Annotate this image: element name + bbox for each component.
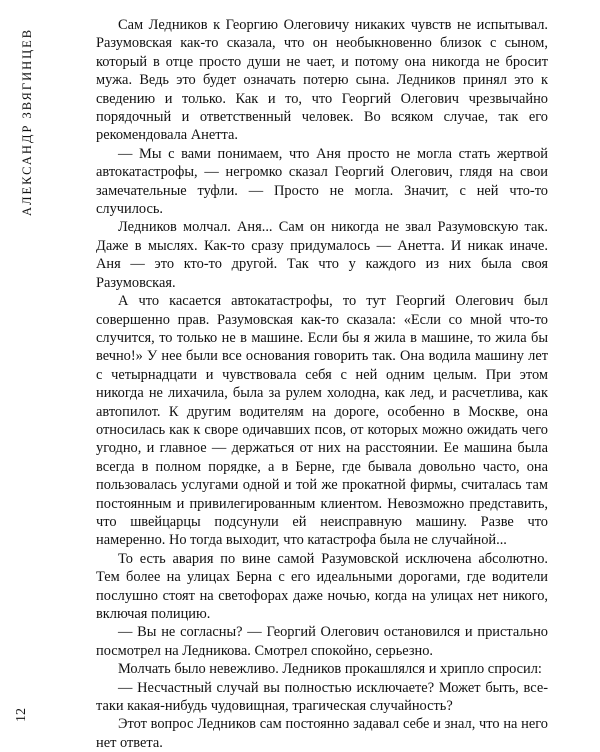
author-name: АЛЕКСАНДР ЗВЯГИНЦЕВ [20,27,34,216]
page-number-text: 12 [14,708,29,722]
paragraph: — Несчастный случай вы полностью исключаете? Может быть, все-таки какая-нибудь чудовищная, трагическая случайность? [96,679,548,715]
paragraph: То есть авария по вине самой Разумовской исключена абсолютно. Тем более на улицах Берна с его идеальными дорогами, где водители послушно стоят на светофорах даже ночью, когда на улицах нет никого, включая полицию. [96,550,548,622]
paragraph: Молчать было невежливо. Ледников прокашлялся и хрипло спросил: [118,661,542,678]
paragraph: Этот вопрос Ледников сам постоянно задавал себе и знал, что на него нет ответа. [96,716,548,751]
paragraph: — Вы не согласны? — Георгий Олегович остановился и пристально посмотрел на Ледникова. Смотрел спокойно, серьезно. [96,624,548,659]
body-text [96,16,548,752]
paragraph: — Мы с вами понимаем, что Аня просто не могла стать жертвой автокатастрофы, — негромко сказал Георгий Олегович, глядя на свои замечательные туфли. — Просто не могла. Значит, с ней что-то случилось. [96,145,548,218]
paragraph: Ледников молчал. Аня... Сам он никогда не звал Разумовскую так. Даже в мыслях. Как-то сразу придумалось — Анетта. И никак иначе. Аня — это кто-то другой. Так что у каждого из них была своя Разумовская. [96,219,548,291]
paragraph: А что касается автокатастрофы, то тут Георгий Олегович был совершенно прав. Разумовская как-то сказала: «Если со мной что-то случится, то только не в машине. Если бы я жила в машине, то жила бы вечно!» У нее были все основания говорить так. Она водила машину лет с четырнадцати и чувствовала себя с ней одним целым. При этом никогда не лихачила, была за рулем холодна, как лед, и расчетлива, как автопилот. К другим водителям на дороге, особенно в Москве, она относилась как к своре одичавших псов, от которых можно ожидать чего угодно, и главное — держаться от них на расстоянии. Ее машина была всегда в полном порядке, а в Берне, где бывала довольно часто, она пользовалась услугами одной и той же прокатной фирмы, считалась там постоянным и привилегированным клиентом. Невозможно представить, что швейцарцы подсунули ей неисправную машину. Разве что намеренно. Но тогда выходит, что катастрофа была не случайной... [96,293,548,549]
paragraph: Сам Ледников к Георгию Олеговичу никаких чувств не испытывал. Разумовская как-то сказала, что он необыкновенно близок с сыном, который в отце просто души не чает, и потому она никогда не бросит мужа. Ведь это будет означать потерю сына. Ледников принял это к сведению и только. Как и то, что Георгий Олегович чрезвычайно порядочный и ответственный человек. Во всяком случае, так его рекомендовала Анетта. [96,17,548,144]
